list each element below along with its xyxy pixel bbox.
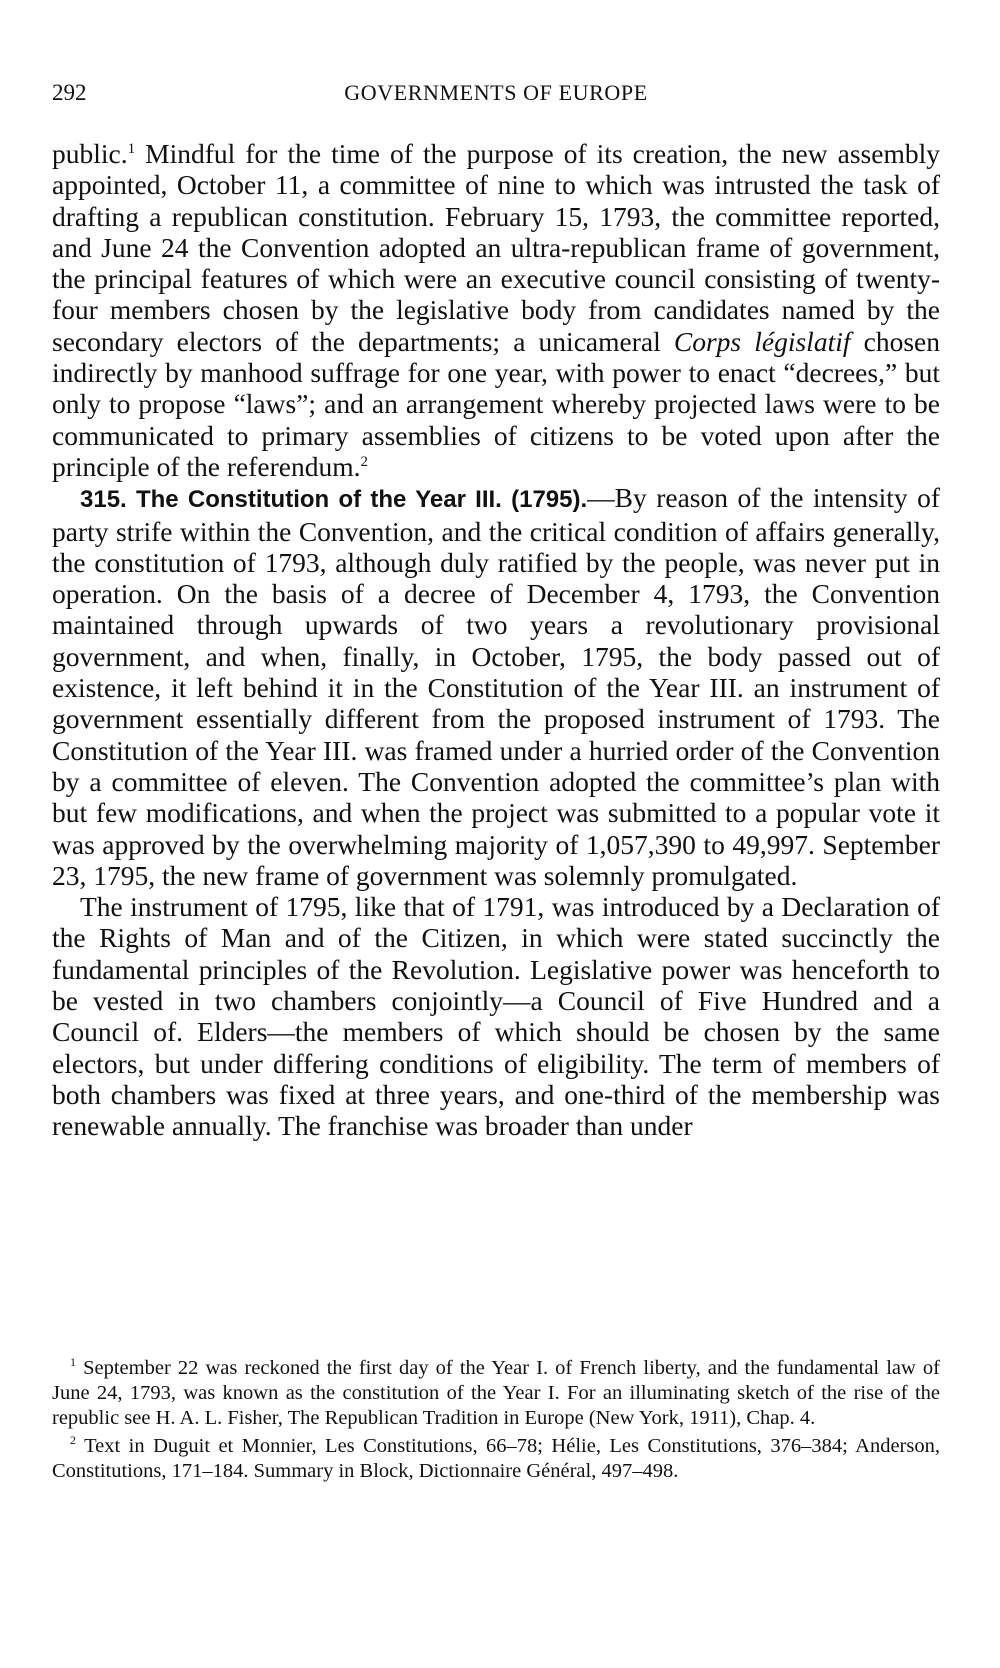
paragraph-3: The instrument of 1795, like that of 1791, was introduced by a Declaration of the Rights of Man and of the Citizen, in which were stated succinctly the fundamental principles of the Revolution. Legislative power was henceforth to be vested in two chambers conjointly—a Council of Five Hundred and a Council of. Elders—the members of which should be chosen by the same electors, but under differing conditions of eligibility. The term of members of both chambers was fixed at three years, and one-third of the membership was renewable annually. The franchise was broader than under [52,891,940,1142]
footnote-1-marker: 1 [70,1355,76,1370]
footnote-ref-2: 2 [360,453,368,470]
body-text [52,138,940,1142]
italic-term: Corps législatif [673,325,851,357]
footnote-2 [52,1434,940,1484]
footnote-1-text: September 22 was reckoned the first day of the Year I. of French liberty, and the fundamental law of June 24, 1793, was known as the constitution of the Year I. For an illuminating sketch of the rise of the republic see H. A. L. Fisher, The Republican Tradition in Europe (New York, 1911), Chap. 4. [52,1357,940,1429]
footnote-2-text: Text in Duguit et Monnier, Les Constitutions, 66–78; Hélie, Les Constitutions, 376–384; Anderson, Constitutions, 171–184. Summary in Block, Dictionnaire Général, 497–498. [52,1435,940,1482]
paragraph-2-text: —By reason of the intensity of party strife within the Convention, and the critical condition of affairs generally, the constitution of 1793, although duly ratified by the people, was never put in operation. On the basis of a decree of December 4, 1793, the Convention maintained through upwards of two years a revolutionary provisional government, and when, finally, in October, 1795, the body passed out of existence, it left behind it in the Constitution of the Year III. an instrument of government essentially different from the proposed instrument of 1793. The Constitution of the Year III. was framed under a hurried order of the Convention by a committee of eleven. The Convention adopted the committee’s plan with but few modifications, and when the project was submitted to a popular vote it was approved by the overwhelming majority of 1,057,390 to 49,997. September 23, 1795, the new frame of government was solemnly promulgated. [52,482,940,891]
running-head [52,80,940,114]
running-title: GOVERNMENTS OF EUROPE [344,80,648,105]
paragraph-1-start: public. [52,138,128,169]
paragraph-2 [52,482,940,891]
footnote-2-marker: 2 [70,1433,76,1448]
paragraph-1-end: chosen indirectly by manhood suffrage for one year, with power to enact “decrees,” but only to propose “laws”; and an arrangement whereby projected laws were to be communicated to primary assemblies of citizens to be voted upon after the principle of the referendum. [52,325,941,482]
section-heading: 315. The Constitution of the Year III. (1795). [80,486,588,514]
paragraph-1 [52,138,940,482]
paragraph-1-text: Mindful for the time of the purpose of its creation, the new assembly appointed, October 11, a committee of nine to which was intrusted the task of drafting a republican constitution. February 15, 1793, the committee reported, and June 24 the Convention adopted an ultra-republican frame of government, the principal features of which were an executive council consisting of twenty-four members chosen by the legislative body from candidates named by the secondary electors of the departments; a unicameral [52,138,940,357]
page-number: 292 [52,80,87,105]
footnotes [52,1356,940,1487]
footnote-ref-1: 1 [127,140,136,157]
footnote-1 [52,1356,940,1431]
